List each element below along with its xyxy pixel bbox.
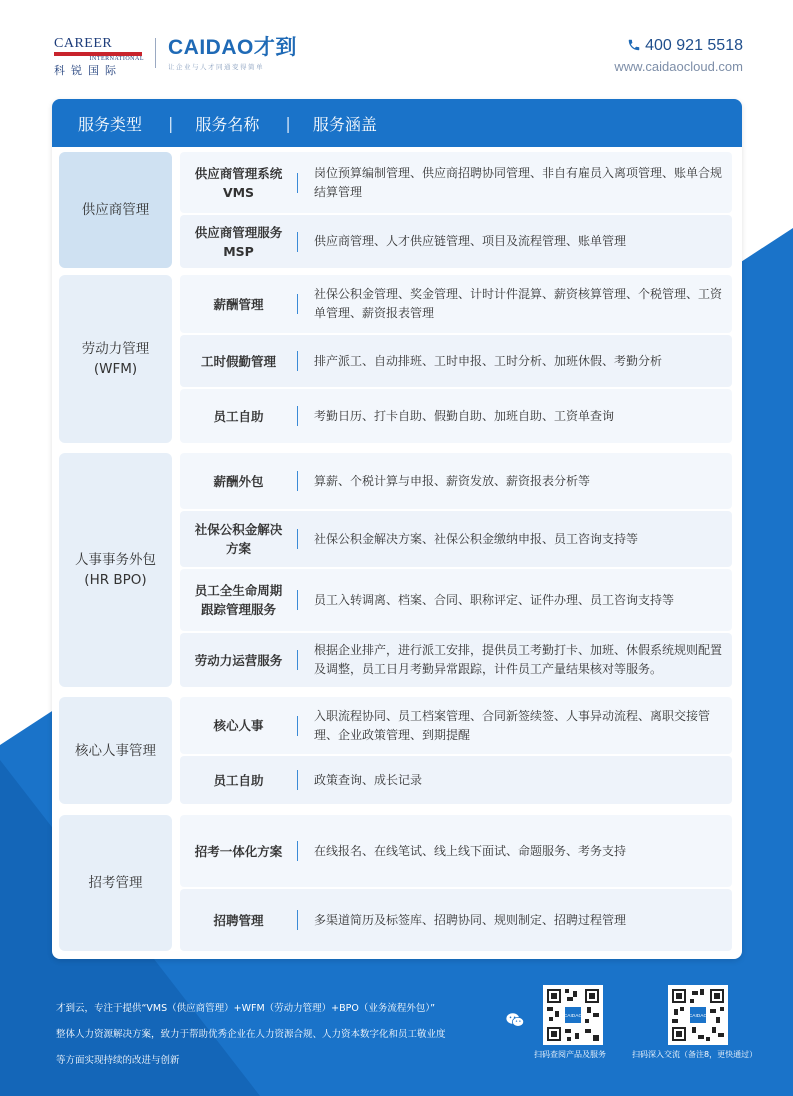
service-description: 排产派工、自动排班、工时申报、工时分析、加班休假、考勤分析 bbox=[314, 353, 663, 368]
row-divider bbox=[297, 406, 298, 426]
row-divider bbox=[297, 716, 298, 736]
service-name: 薪酬外包 bbox=[213, 473, 264, 489]
service-name: 员工全生命周期 跟踪管理服务 bbox=[194, 583, 283, 617]
row-divider bbox=[297, 173, 298, 193]
service-name: 招考一体化方案 bbox=[194, 843, 283, 859]
table-row bbox=[180, 389, 732, 443]
category-sublabel: (WFM) bbox=[93, 361, 138, 377]
service-name: 劳动力运营服务 bbox=[194, 652, 283, 668]
brand-cn: 才到 bbox=[253, 35, 297, 59]
footer-line: 整体人力资源解决方案，致力于帮助优秀企业在人力资源合规、人力资本数字化和员工敬业度 bbox=[56, 1029, 446, 1040]
row-divider bbox=[297, 590, 298, 610]
qr-code-products[interactable] bbox=[543, 985, 603, 1045]
page-header bbox=[0, 0, 793, 96]
row-divider bbox=[297, 529, 298, 549]
header-separator: | bbox=[285, 113, 291, 133]
table-row bbox=[180, 152, 732, 213]
header-service-name: 服务名称 bbox=[195, 114, 260, 134]
table-row bbox=[180, 275, 732, 333]
wechat-icon bbox=[506, 1012, 524, 1028]
phone-line[interactable] bbox=[614, 36, 743, 56]
qr-center-label: CAIDAO bbox=[688, 1014, 708, 1019]
category-label: 核心人事管理 bbox=[75, 742, 156, 759]
qr-caption-products: 扫码查阅产品及服务 bbox=[534, 1050, 606, 1059]
service-name: 社保公积金解决 方案 bbox=[194, 522, 283, 556]
contact-info bbox=[614, 36, 743, 74]
table-row bbox=[180, 697, 732, 754]
row-divider bbox=[297, 351, 298, 371]
table-row bbox=[180, 756, 732, 804]
row-divider bbox=[297, 471, 298, 491]
phone-number: 400 921 5518 bbox=[645, 37, 743, 54]
category-label: 招考管理 bbox=[88, 875, 143, 891]
caidao-logo bbox=[168, 34, 297, 71]
service-name: 员工自助 bbox=[213, 408, 264, 424]
table-row bbox=[180, 511, 732, 567]
table-row bbox=[180, 633, 732, 687]
qr-center-label: CAIDAO bbox=[563, 1014, 583, 1019]
logo-divider bbox=[155, 38, 156, 68]
header-service-type: 服务类型 bbox=[78, 114, 143, 134]
category-sublabel: (HR BPO) bbox=[84, 572, 147, 588]
table-row bbox=[180, 569, 732, 631]
table-row bbox=[180, 335, 732, 387]
service-description: 在线报名、在线笔试、线上线下面试、命题服务、考务支持 bbox=[314, 843, 627, 858]
row-divider bbox=[297, 770, 298, 790]
row-divider bbox=[297, 841, 298, 861]
category-label: 供应商管理 bbox=[81, 202, 150, 218]
table-row bbox=[180, 453, 732, 509]
row-divider bbox=[297, 294, 298, 314]
category-core-hr bbox=[59, 697, 172, 804]
page-footer bbox=[0, 960, 793, 1096]
logo-cn-text: 科锐国际 bbox=[54, 64, 122, 77]
row-divider bbox=[297, 232, 298, 252]
header-service-scope: 服务涵盖 bbox=[312, 114, 377, 134]
table-header bbox=[52, 99, 742, 147]
service-table-card bbox=[52, 99, 742, 959]
table-row bbox=[180, 889, 732, 951]
row-divider bbox=[297, 650, 298, 670]
service-name: 招聘管理 bbox=[213, 912, 264, 928]
service-description: 算薪、个税计算与申报、薪资发放、薪资报表分析等 bbox=[314, 473, 591, 488]
logo-international-text: INTERNATIONAL bbox=[89, 56, 144, 62]
category-vendor-management bbox=[59, 152, 172, 268]
service-description: 社保公积金管理、奖金管理、计时计件混算、薪资核算管理、个税管理、工资单管理、薪资报表管理 bbox=[314, 287, 723, 320]
logo-career-text: CAREER bbox=[54, 36, 113, 51]
service-description: 多渠道简历及标签库、招聘协同、规则制定、招聘过程管理 bbox=[314, 912, 627, 927]
category-label: 人事事务外包 bbox=[75, 552, 156, 568]
brand-latin: CAIDAO bbox=[168, 36, 254, 59]
phone-icon bbox=[627, 38, 641, 52]
service-description: 岗位预算编制管理、供应商招聘协同管理、非自有雇员入离项管理、账单合规结算管理 bbox=[314, 165, 723, 199]
category-recruitment-exam bbox=[59, 815, 172, 951]
service-description: 供应商管理、人才供应链管理、项目及流程管理、账单管理 bbox=[314, 234, 627, 248]
qr-caption-contact: 扫码深入交流（备注8，更快通过） bbox=[632, 1050, 758, 1059]
service-description: 根据企业排产，进行派工安排，提供员工考勤打卡、加班、休假系统规则配置及调整，员工日月考勤异常跟踪，计件员工产量结果核对等服务。 bbox=[314, 643, 723, 676]
qr-code-icon bbox=[545, 987, 601, 1043]
qr-code-icon bbox=[670, 987, 726, 1043]
service-name: 供应商管理系统 VMS bbox=[194, 165, 283, 200]
service-description: 政策查询、成长记录 bbox=[314, 772, 423, 787]
header-separator: | bbox=[168, 113, 174, 133]
footer-line: 等方面实现持续的改进与创新 bbox=[56, 1055, 180, 1066]
row-divider bbox=[297, 910, 298, 930]
table-row bbox=[180, 215, 732, 268]
service-name: 核心人事 bbox=[213, 718, 264, 733]
career-international-logo bbox=[54, 37, 144, 78]
category-hr-bpo bbox=[59, 453, 172, 687]
category-label: 劳动力管理 bbox=[81, 341, 150, 357]
service-name: 薪酬管理 bbox=[213, 296, 264, 312]
service-description: 员工入转调离、档案、合同、职称评定、证件办理、员工咨询支持等 bbox=[314, 592, 675, 607]
footer-description bbox=[56, 996, 496, 1074]
service-description: 入职流程协同、员工档案管理、合同新签续签、人事异动流程、离职交接管理、企业政策管理、到期提醒 bbox=[314, 708, 711, 742]
qr-code-contact[interactable] bbox=[668, 985, 728, 1045]
website-link[interactable]: www.caidaocloud.com bbox=[614, 59, 743, 74]
service-description: 社保公积金解决方案、社保公积金缴纳申报、员工咨询支持等 bbox=[314, 531, 639, 546]
footer-line: 才到云，专注于提供“VMS（供应商管理）+WFM（劳动力管理）+BPO（业务流程外包）” bbox=[56, 1003, 436, 1014]
brand-slogan: 让企业与人才同通变得简单 bbox=[168, 63, 264, 71]
service-name: 员工自助 bbox=[213, 772, 264, 788]
service-description: 考勤日历、打卡自助、假勤自助、加班自助、工资单查询 bbox=[314, 408, 615, 423]
service-name: 供应商管理服务 MSP bbox=[194, 224, 283, 259]
table-row bbox=[180, 815, 732, 887]
service-name: 工时假勤管理 bbox=[200, 353, 276, 369]
category-workforce-management bbox=[59, 275, 172, 443]
